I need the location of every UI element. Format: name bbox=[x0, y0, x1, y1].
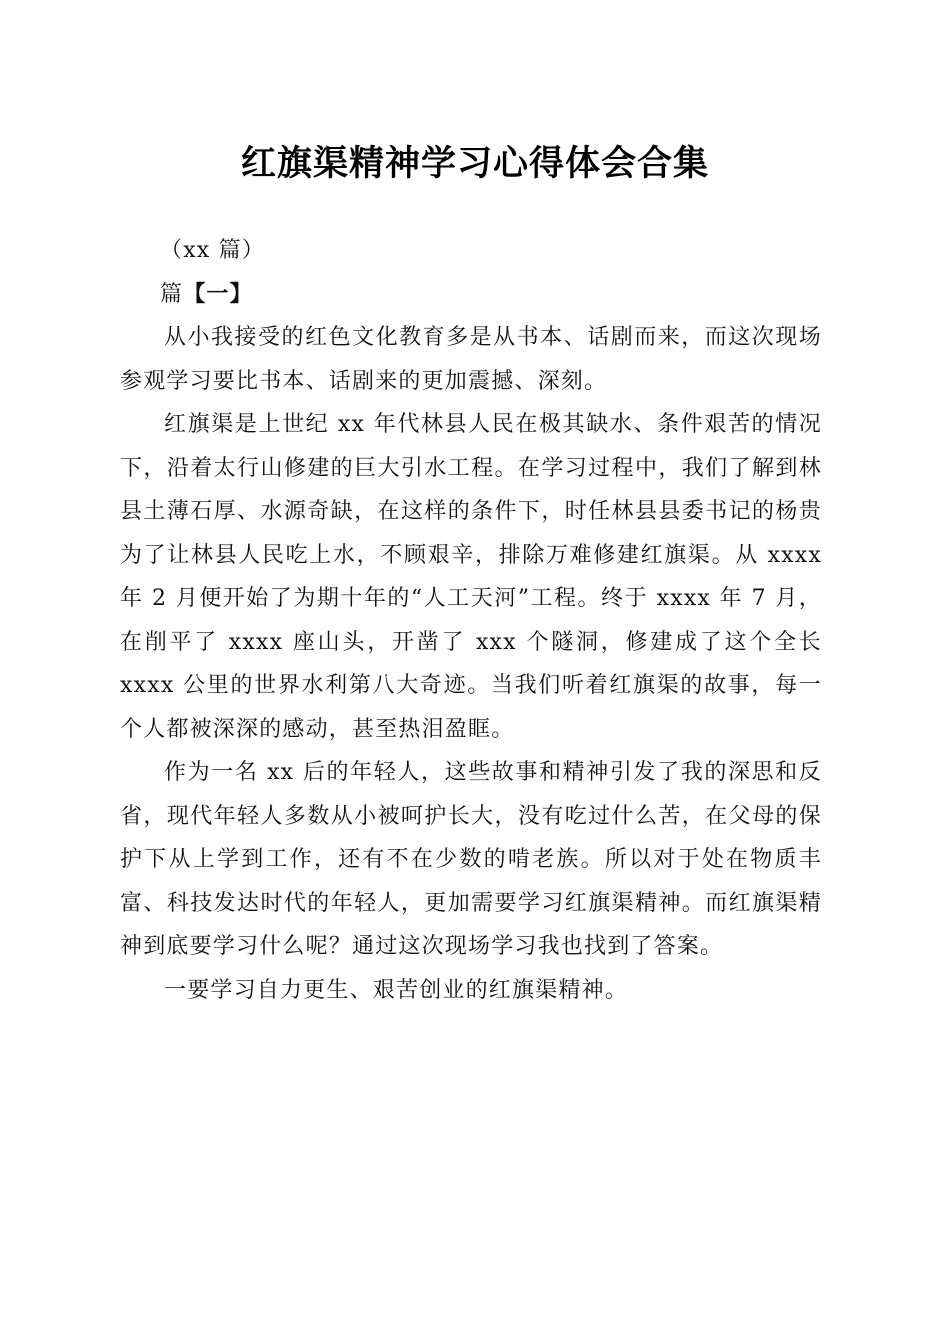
section-label-number: 【一】 bbox=[183, 280, 253, 307]
paragraph-1: 从小我接受的红色文化教育多是从书本、话剧而来，而这次现场参观学习要比书本、话剧来的更加震撼、深刻。 bbox=[120, 325, 822, 394]
article-count-note: （xx 篇） bbox=[160, 238, 266, 263]
paragraph-3: 作为一名 xx 后的年轻人，这些故事和精神引发了我的深思和反省，现代年轻人多数从小被呵护长大，没有吃过什么苦，在父母的保护下从上学到工作，还有不在少数的啃老族。所以对于处在物质丰富、科技发达时代的年轻人，更加需要学习红旗渠精神。而红旗渠精神到底要学习什么呢？通过这次现场学习我也找到了答案。 bbox=[120, 760, 822, 959]
paragraph-4: 一要学习自力更生、艰苦创业的红旗渠精神。 bbox=[164, 977, 629, 1003]
section-label bbox=[120, 273, 822, 317]
document-body bbox=[120, 229, 822, 1012]
section-label-prefix: 篇 bbox=[160, 281, 184, 307]
paragraph-2: 红旗渠是上世纪 xx 年代林县人民在极其缺水、条件艰苦的情况下，沿着太行山修建的巨大引水工程。在学习过程中，我们了解到林县土薄石厚、水源奇缺，在这样的条件下，时任林县县委书记的杨贵为了让林县人民吃上水，不顾艰辛，排除万难修建红旗渠。从 xxxx 年 2 月便开始了为期十年的“人工天河”工程。终于 xxxx 年 7 月，在削平了 xxxx 座山头，开凿了 xxx 个隧洞，修建成了这个全长 xxxx 公里的世界水利第八大奇迹。当我们听着红旗渠的故事，每一个人都被深深的感动，甚至热泪盈眶。 bbox=[120, 412, 822, 742]
document-title: 红旗渠精神学习心得体会合集 bbox=[240, 143, 709, 184]
